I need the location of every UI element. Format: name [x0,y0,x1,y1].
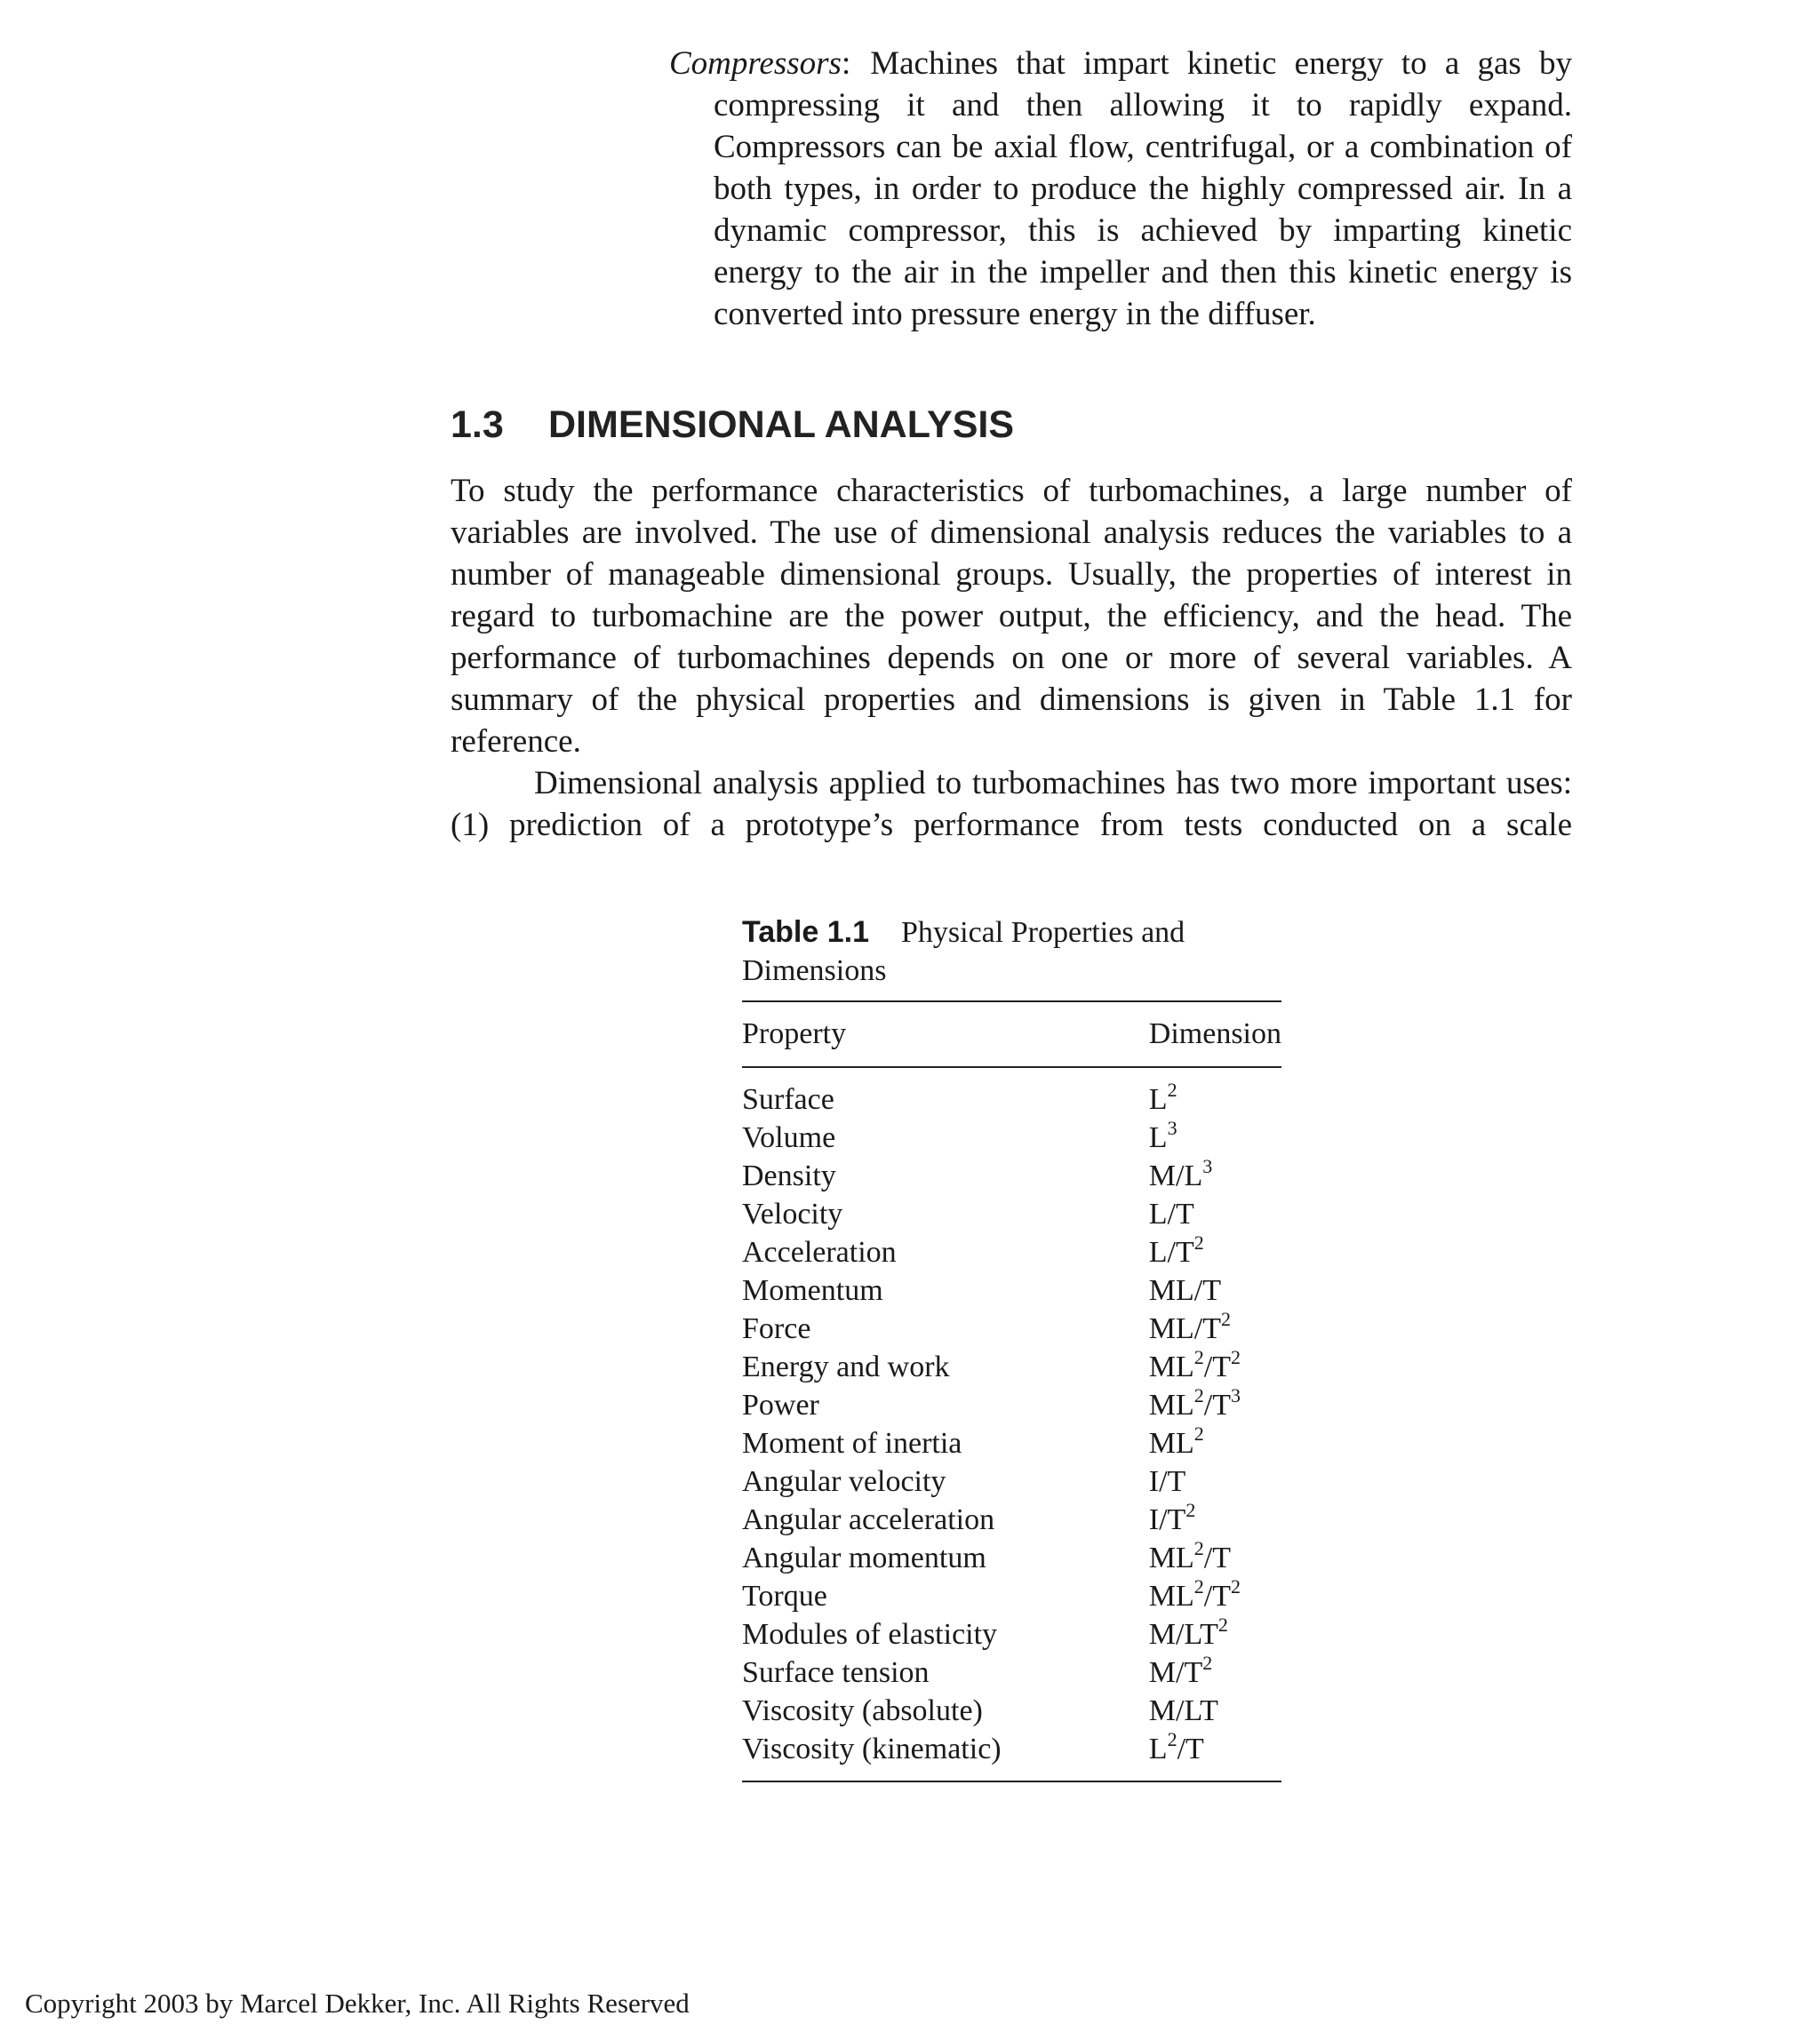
header-dimension: Dimension [1149,1002,1281,1067]
definition-colon: : [841,45,851,82]
table-label: Table 1.1 [742,915,869,949]
dimension-cell [1149,1348,1281,1386]
property-cell: Modules of elasticity [742,1618,998,1651]
dimension-exponent-2: 3 [1231,1384,1241,1406]
dimension-exponent: 2 [1202,1652,1213,1674]
dimension-cell [1149,1462,1281,1501]
definition-text: Machines that impart kinetic energy to a gas by compressing it and then allowing it to rapidly expand. Compressors can be axial flow, centrifugal, or a combination of both types, in order to produce the highly compressed air. In a dynamic compressor, this is achieved by imparting kinetic energy to the air in the impeller and then this kinetic energy is converted into pressure energy in the diffuser. [714,45,1572,332]
dimension-tail: /T [1177,1733,1204,1765]
dimension-base: I/T [1148,1503,1186,1536]
dimension-cell [1149,1692,1281,1730]
compressors-definition [669,43,1572,335]
dimension-exponent: 2 [1193,1422,1204,1445]
dimension-exponent: 2 [1217,1614,1228,1636]
table-row [742,1119,1281,1157]
table-row [742,1348,1281,1386]
property-cell: Velocity [742,1198,843,1231]
table-row [742,1654,1281,1692]
table-row [742,1271,1281,1310]
table-row [742,1730,1281,1781]
dimension-base: ML [1148,1389,1194,1422]
table-row [742,1386,1281,1424]
dimension-exponent: 2 [1193,1575,1204,1598]
paragraph: Dimensional analysis applied to turbomachines has two more important uses: (1) prediction of a prototype’s performance from tests conducted on a scale [451,765,1572,843]
dimension-cell [1149,1539,1281,1577]
property-cell: Power [742,1389,819,1422]
dimension-base: L/T [1148,1236,1194,1269]
dimension-cell [1149,1424,1281,1462]
dimension-cell [1149,1233,1281,1271]
table-row [742,1424,1281,1462]
dimension-base: I/T [1148,1465,1186,1498]
table-row [742,1067,1281,1119]
property-cell: Angular momentum [742,1542,986,1574]
dimension-cell [1149,1654,1281,1692]
dimension-exponent: 2 [1193,1231,1204,1254]
dimension-base: ML [1148,1427,1194,1460]
dimension-cell [1149,1119,1281,1157]
table-row [742,1615,1281,1654]
property-cell: Force [742,1312,811,1345]
dimension-cell [1149,1310,1281,1348]
dimension-base: ML [1148,1542,1194,1574]
property-cell: Surface tension [742,1656,930,1689]
dimension-base: M/T [1148,1656,1203,1689]
property-cell: Energy and work [742,1351,950,1383]
dimension-exponent: 2 [1221,1308,1231,1330]
properties-table-block [742,913,1281,1782]
dimension-exponent: 2 [1167,1079,1177,1101]
property-cell: Viscosity (kinematic) [742,1733,1002,1765]
definition-term: Compressors [669,45,842,82]
property-cell: Torque [742,1580,827,1613]
table-bottom-rule [742,1781,1281,1782]
dimension-cell [1149,1577,1281,1615]
dimension-exponent: 2 [1185,1499,1196,1521]
table-row [742,1233,1281,1271]
table-caption [742,913,1281,990]
table-row [742,1195,1281,1233]
paragraph: To study the performance characteristics of turbomachines, a large number of variables are involved. The use of dimensional analysis reduces the variables to a number of manageable dimensional groups. Usually, the properties of interest in regard to turbomachine are the power output, the efficiency, and the head. The performance of turbomachines depends on one or more of several variables. A summary of the physical properties and dimensions is given in Table 1.1 for reference. [451,473,1572,760]
table-row [742,1157,1281,1195]
dimension-base: L [1148,1121,1168,1154]
table-row [742,1310,1281,1348]
table-body [742,1067,1281,1781]
section-title: DIMENSIONAL ANALYSIS [548,403,1015,446]
table-row [742,1539,1281,1577]
dimension-cell [1149,1195,1281,1233]
dimension-base: ML/T [1148,1274,1221,1307]
dimension-exponent: 3 [1202,1155,1213,1177]
properties-table [742,1002,1281,1781]
property-cell: Volume [742,1121,836,1154]
table-row [742,1462,1281,1501]
dimension-base: L [1148,1083,1168,1116]
table-row [742,1692,1281,1730]
property-cell: Viscosity (absolute) [742,1694,983,1727]
property-cell: Acceleration [742,1236,897,1269]
dimension-exponent: 2 [1193,1384,1204,1406]
table-row [742,1577,1281,1615]
dimension-cell [1149,1157,1281,1195]
property-cell: Angular velocity [742,1465,946,1498]
section-heading [451,401,1014,449]
dimension-base: L [1148,1733,1168,1765]
property-cell: Density [742,1159,836,1192]
dimension-exponent: 2 [1193,1537,1204,1559]
property-cell: Angular acceleration [742,1503,995,1536]
table-header-row [742,1002,1281,1067]
body-text [451,470,1572,846]
dimension-cell [1149,1730,1281,1781]
dimension-tail: /T [1203,1351,1231,1383]
dimension-exponent: 2 [1167,1728,1177,1750]
dimension-base: M/LT [1148,1618,1218,1651]
dimension-base: ML/T [1148,1312,1221,1345]
copyright-footer: Copyright 2003 by Marcel Dekker, Inc. All Rights Reserved [25,1988,690,2019]
section-number: 1.3 [451,403,504,446]
dimension-cell [1149,1067,1281,1119]
property-cell: Momentum [742,1274,883,1307]
dimension-cell [1149,1615,1281,1654]
header-property: Property [742,1002,1149,1067]
dimension-base: ML [1148,1580,1194,1613]
dimension-tail: /T [1203,1542,1231,1574]
dimension-exponent-2: 2 [1231,1575,1241,1598]
dimension-exponent: 3 [1167,1117,1177,1139]
property-cell: Moment of inertia [742,1427,962,1460]
dimension-cell [1149,1271,1281,1310]
dimension-base: M/LT [1148,1694,1218,1727]
dimension-cell [1149,1501,1281,1539]
dimension-exponent: 2 [1193,1346,1204,1368]
dimension-base: ML [1148,1351,1194,1383]
property-cell: Surface [742,1083,834,1116]
dimension-tail: /T [1203,1389,1231,1422]
table-caption-text: Physical Properties and Dimensions [742,916,1185,987]
dimension-exponent-2: 2 [1231,1346,1241,1368]
dimension-base: L/T [1148,1198,1194,1231]
dimension-cell [1149,1386,1281,1424]
table-row [742,1501,1281,1539]
dimension-tail: /T [1203,1580,1231,1613]
dimension-base: M/L [1148,1159,1203,1192]
